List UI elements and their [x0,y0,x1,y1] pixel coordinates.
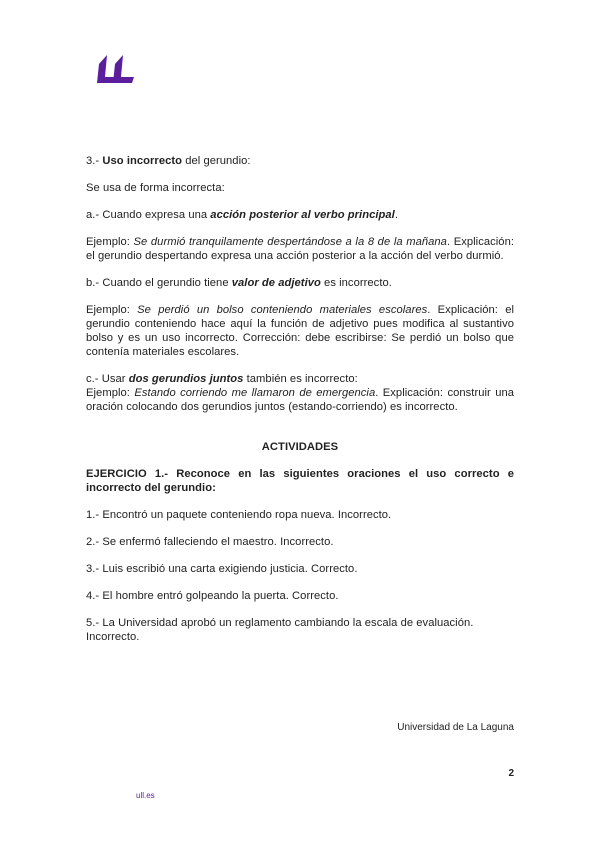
case-c-example: Ejemplo: Estando corriendo me llamaron de emergencia. Explicación: construir una oración colocando dos gerundios juntos (estando-corriendo) es incorrecto. [86,387,515,413]
exercise-item: 3.- Luis escribió una carta exigiendo justicia. Correcto. [86,563,358,575]
exercise-item: 5.- La Universidad aprobó un reglamento cambiando la escala de evaluación. Incorrecto. [86,617,474,643]
document-body [86,154,514,644]
page-number: 2 [508,768,514,779]
exercise-item: 4.- El hombre entró golpeando la puerta. Correcto. [86,590,339,602]
exercise-title: EJERCICIO 1.- Reconoce en las siguientes oraciones el uso correcto e incorrecto del gerundio: [86,468,514,494]
footer-site-link[interactable]: ull.es [136,791,155,800]
case-b-example: Ejemplo: Se perdió un bolso conteniendo materiales escolares. Explicación: el gerundio conteniendo hace aquí la función de adjetivo pues modifica al sustantivo bolso y es un uso incorrecto. Corrección: debe escribirse: Se perdió un bolso que contenía materiales escolares. [86,304,514,358]
exercise-item: 2.- Se enfermó falleciendo el maestro. Incorrecto. [86,536,334,548]
section-3-title: Uso incorrecto [102,155,183,167]
activities-heading: ACTIVIDADES [261,441,339,453]
ull-logo-icon [94,53,136,85]
case-a-example: Ejemplo: Se durmió tranquilamente despertándose a la 8 de la mañana. Explicación: el gerundio despertando expresa una acción posterior a la acción del verbo durmió. [86,236,514,262]
footer-university: Universidad de La Laguna [397,722,514,733]
section-3-intro: Se usa de forma incorrecta: [86,182,225,194]
section-3-heading: 3.- Uso incorrecto del gerundio: [86,155,251,167]
case-b: b.- Cuando el gerundio tiene valor de adjetivo es incorrecto. [86,277,392,289]
case-c: c.- Usar dos gerundios juntos también es incorrecto: [86,373,358,385]
exercise-item: 1.- Encontró un paquete conteniendo ropa nueva. Incorrecto. [86,509,392,521]
case-a: a.- Cuando expresa una acción posterior al verbo principal. [86,209,398,221]
